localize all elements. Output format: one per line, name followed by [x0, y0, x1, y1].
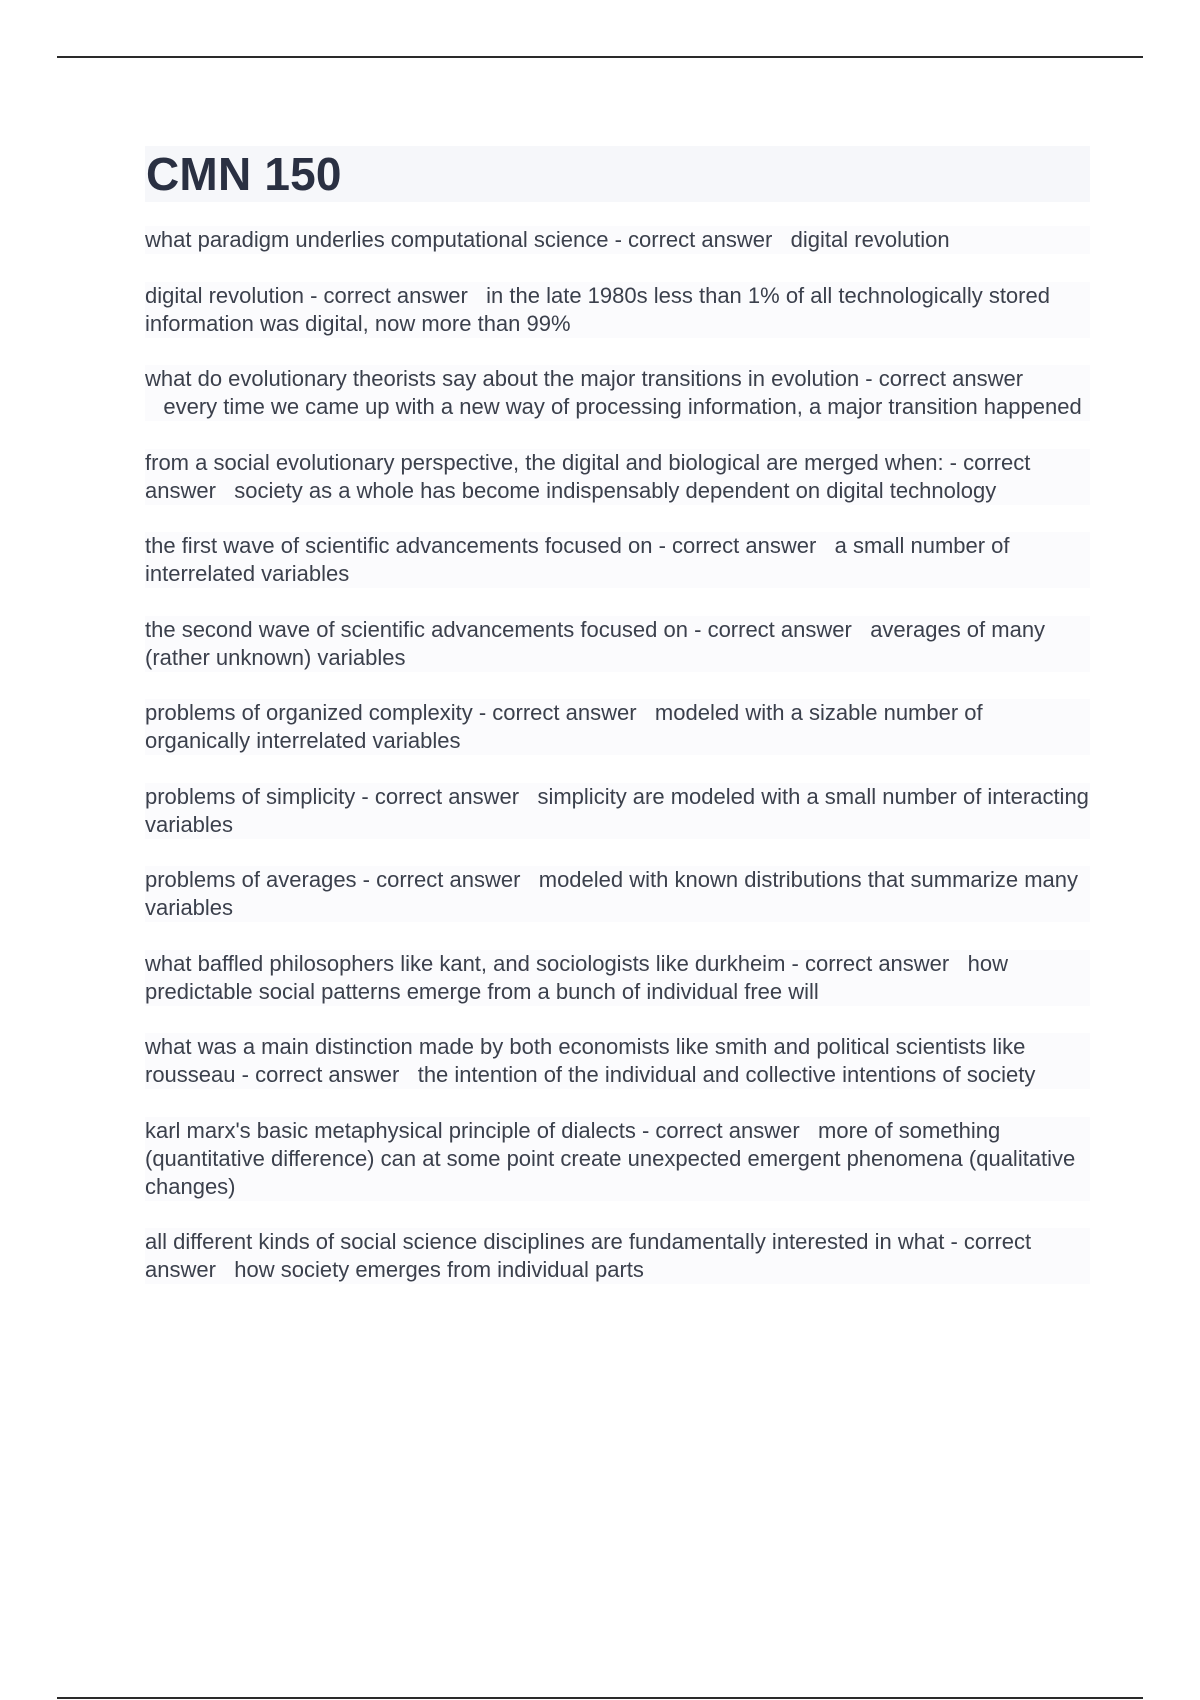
top-rule: [57, 56, 1143, 58]
answer-text: averages of many (rather unknown) variables: [145, 616, 1046, 670]
question-text: the second wave of scientific advancements focused on: [145, 616, 688, 642]
answer-marker: correct answer: [145, 449, 1031, 503]
question-text: what baffled philosophers like kant, and sociologists like durkheim: [145, 950, 786, 976]
qa-item: problems of averages - correct answer modeled with known distributions that summarize many variables: [145, 866, 1090, 922]
answer-marker: correct answer: [145, 1229, 1032, 1282]
answer-text: every time we came up with a new way of processing information, a major transition happened: [163, 394, 1082, 419]
answer-marker: correct answer: [255, 1062, 400, 1087]
question-text: from a social evolutionary perspective, the digital and biological are merged when:: [145, 449, 944, 475]
question-text: what paradigm underlies computational science: [145, 227, 609, 252]
answer-text: the intention of the individual and collective intentions of society: [417, 1062, 1036, 1087]
question-text: what was a main distinction made by both economists like smith and political scientists like rousseau: [145, 1034, 1026, 1087]
answer-marker: correct answer: [323, 282, 468, 308]
answer-marker: correct answer: [492, 700, 637, 725]
answer-text: society as a whole has become indispensably dependent on digital technology: [234, 477, 997, 503]
page-title: CMN 150: [146, 148, 342, 200]
question-text: problems of averages: [145, 867, 357, 892]
question-text: problems of organized complexity: [145, 700, 473, 725]
answer-marker: correct answer: [655, 1117, 800, 1143]
qa-item: digital revolution - correct answer in the late 1980s less than 1% of all technologically stored information was digital, now more than 99%: [145, 282, 1090, 338]
qa-item: what baffled philosophers like kant, and sociologists like durkheim - correct answer how predictable social patterns emerge from a bunch of individual free will: [145, 950, 1090, 1006]
answer-marker: correct answer: [672, 533, 817, 558]
qa-item: the first wave of scientific advancements focused on - correct answer a small number of interrelated variables: [145, 532, 1090, 588]
question-text: what do evolutionary theorists say about the major transitions in evolution: [145, 366, 860, 391]
question-text: the first wave of scientific advancements focused on: [145, 533, 653, 558]
qa-item: problems of simplicity - correct answer simplicity are modeled with a small number of interacting variables: [145, 783, 1089, 837]
question-text: all different kinds of social science disciplines are fundamentally interested in what: [145, 1229, 945, 1254]
qa-item: problems of organized complexity - correct answer modeled with a sizable number of organically interrelated variables: [145, 699, 1090, 755]
bottom-rule: [57, 1697, 1143, 1699]
answer-text: modeled with known distributions that summarize many variables: [145, 867, 1078, 920]
answer-marker: correct answer: [878, 366, 1024, 391]
question-text: problems of simplicity: [145, 783, 356, 809]
answer-marker: correct answer: [374, 783, 520, 809]
answer-text: simplicity are modeled with a small number of interacting variables: [145, 783, 1089, 837]
answer-marker: correct answer: [376, 867, 521, 892]
answer-text: how society emerges from individual parts: [234, 1257, 644, 1282]
answer-text: modeled with a sizable number of organically interrelated variables: [145, 700, 983, 753]
qa-item: the second wave of scientific advancements focused on - correct answer averages of many (rather unknown) variables: [145, 616, 1090, 672]
qa-item: karl marx's basic metaphysical principle of dialects - correct answer more of something (quantitative difference) can at some point create unexpected emergent phenomena (qualitative changes): [145, 1117, 1090, 1201]
answer-marker: correct answer: [707, 616, 852, 642]
qa-item: from a social evolutionary perspective, the digital and biological are merged when: - correct answer society as a whole has become indispensably dependent on digital technology: [145, 449, 1090, 505]
answer-text: digital revolution: [790, 227, 950, 252]
answer-text: a small number of interrelated variables: [145, 533, 1010, 586]
answer-text: how predictable social patterns emerge from a bunch of individual free will: [145, 950, 1008, 1004]
qa-list: [145, 226, 1090, 1312]
qa-item: what paradigm underlies computational science - correct answer digital revolution: [145, 226, 1090, 254]
question-text: digital revolution: [145, 282, 304, 308]
answer-marker: correct answer: [628, 227, 773, 252]
answer-marker: correct answer: [804, 950, 950, 976]
qa-item: all different kinds of social science disciplines are fundamentally interested in what - correct answer how society emerges from individual parts: [145, 1228, 1090, 1284]
answer-text: more of something (quantitative difference) can at some point create unexpected emergent phenomena (qualitative changes): [145, 1117, 1076, 1199]
qa-item: what do evolutionary theorists say about the major transitions in evolution - correct answer every time we came up with a new way of processing information, a major transition happened: [145, 365, 1090, 421]
answer-text: in the late 1980s less than 1% of all technologically stored information was digital, now more than 99%: [145, 282, 1050, 336]
question-text: karl marx's basic metaphysical principle of dialects: [145, 1117, 636, 1143]
qa-item: what was a main distinction made by both economists like smith and political scientists like rousseau - correct answer the intention of the individual and collective intentions of society: [145, 1033, 1090, 1089]
